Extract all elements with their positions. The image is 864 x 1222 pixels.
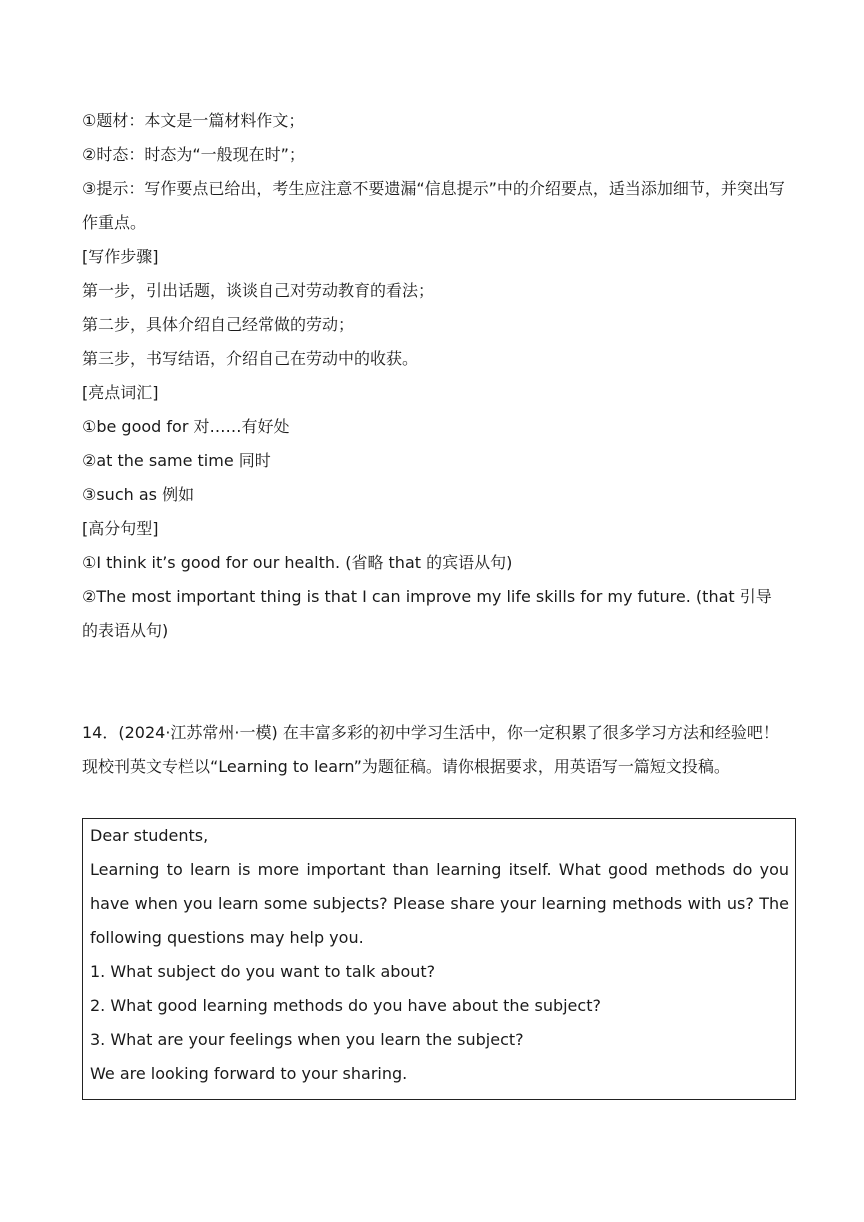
note-hint: ③提示：写作要点已给出，考生应注意不要遗漏“信息提示”中的介绍要点，适当添加细节，并突出写作重点。 (82, 179, 785, 232)
step-1: 第一步，引出话题，谈谈自己对劳动教育的看法； (82, 281, 435, 300)
sentence-heading: [高分句型] (82, 519, 159, 538)
box-question-2: 2. What good learning methods do you have about the subject? (90, 996, 601, 1015)
question-14-prompt: 14．(2024·江苏常州·一模) 在丰富多彩的初中学习生活中，你一定积累了很多学习方法和经验吧！现校刊英文专栏以“Learning to learn”为题征稿。请你根据要求，用英语写一篇短文投稿。 (82, 723, 779, 776)
vocab-heading: [亮点词汇] (82, 383, 159, 402)
step-2: 第二步，具体介绍自己经常做的劳动； (82, 315, 355, 334)
box-greeting: Dear students, (90, 826, 209, 845)
box-question-1: 1. What subject do you want to talk about? (90, 962, 436, 981)
prompt-box (82, 818, 796, 1100)
sentence-2: ②The most important thing is that I can improve my life skills for my future. (that 引导的表语从句) (82, 587, 772, 640)
vocab-3: ③such as 例如 (82, 485, 195, 504)
vocab-2: ②at the same time 同时 (82, 451, 271, 470)
box-question-3: 3. What are your feelings when you learn the subject? (90, 1030, 524, 1049)
step-3: 第三步，书写结语，介绍自己在劳动中的收获。 (82, 349, 419, 368)
answer-notes (82, 104, 786, 648)
box-paragraph: Learning to learn is more important than learning itself. What good methods do you have when you learn some subjects? Please share your learning methods with us? The following questions may help you. (90, 860, 789, 947)
note-tense: ②时态：时态为“一般现在时”； (82, 145, 305, 164)
note-topic: ①题材：本文是一篇材料作文； (82, 111, 305, 130)
vocab-1: ①be good for 对……有好处 (82, 417, 290, 436)
box-closing: We are looking forward to your sharing. (90, 1064, 408, 1083)
sentence-1: ①I think it’s good for our health. (省略 that 的宾语从句) (82, 553, 513, 572)
steps-heading: [写作步骤] (82, 247, 159, 266)
